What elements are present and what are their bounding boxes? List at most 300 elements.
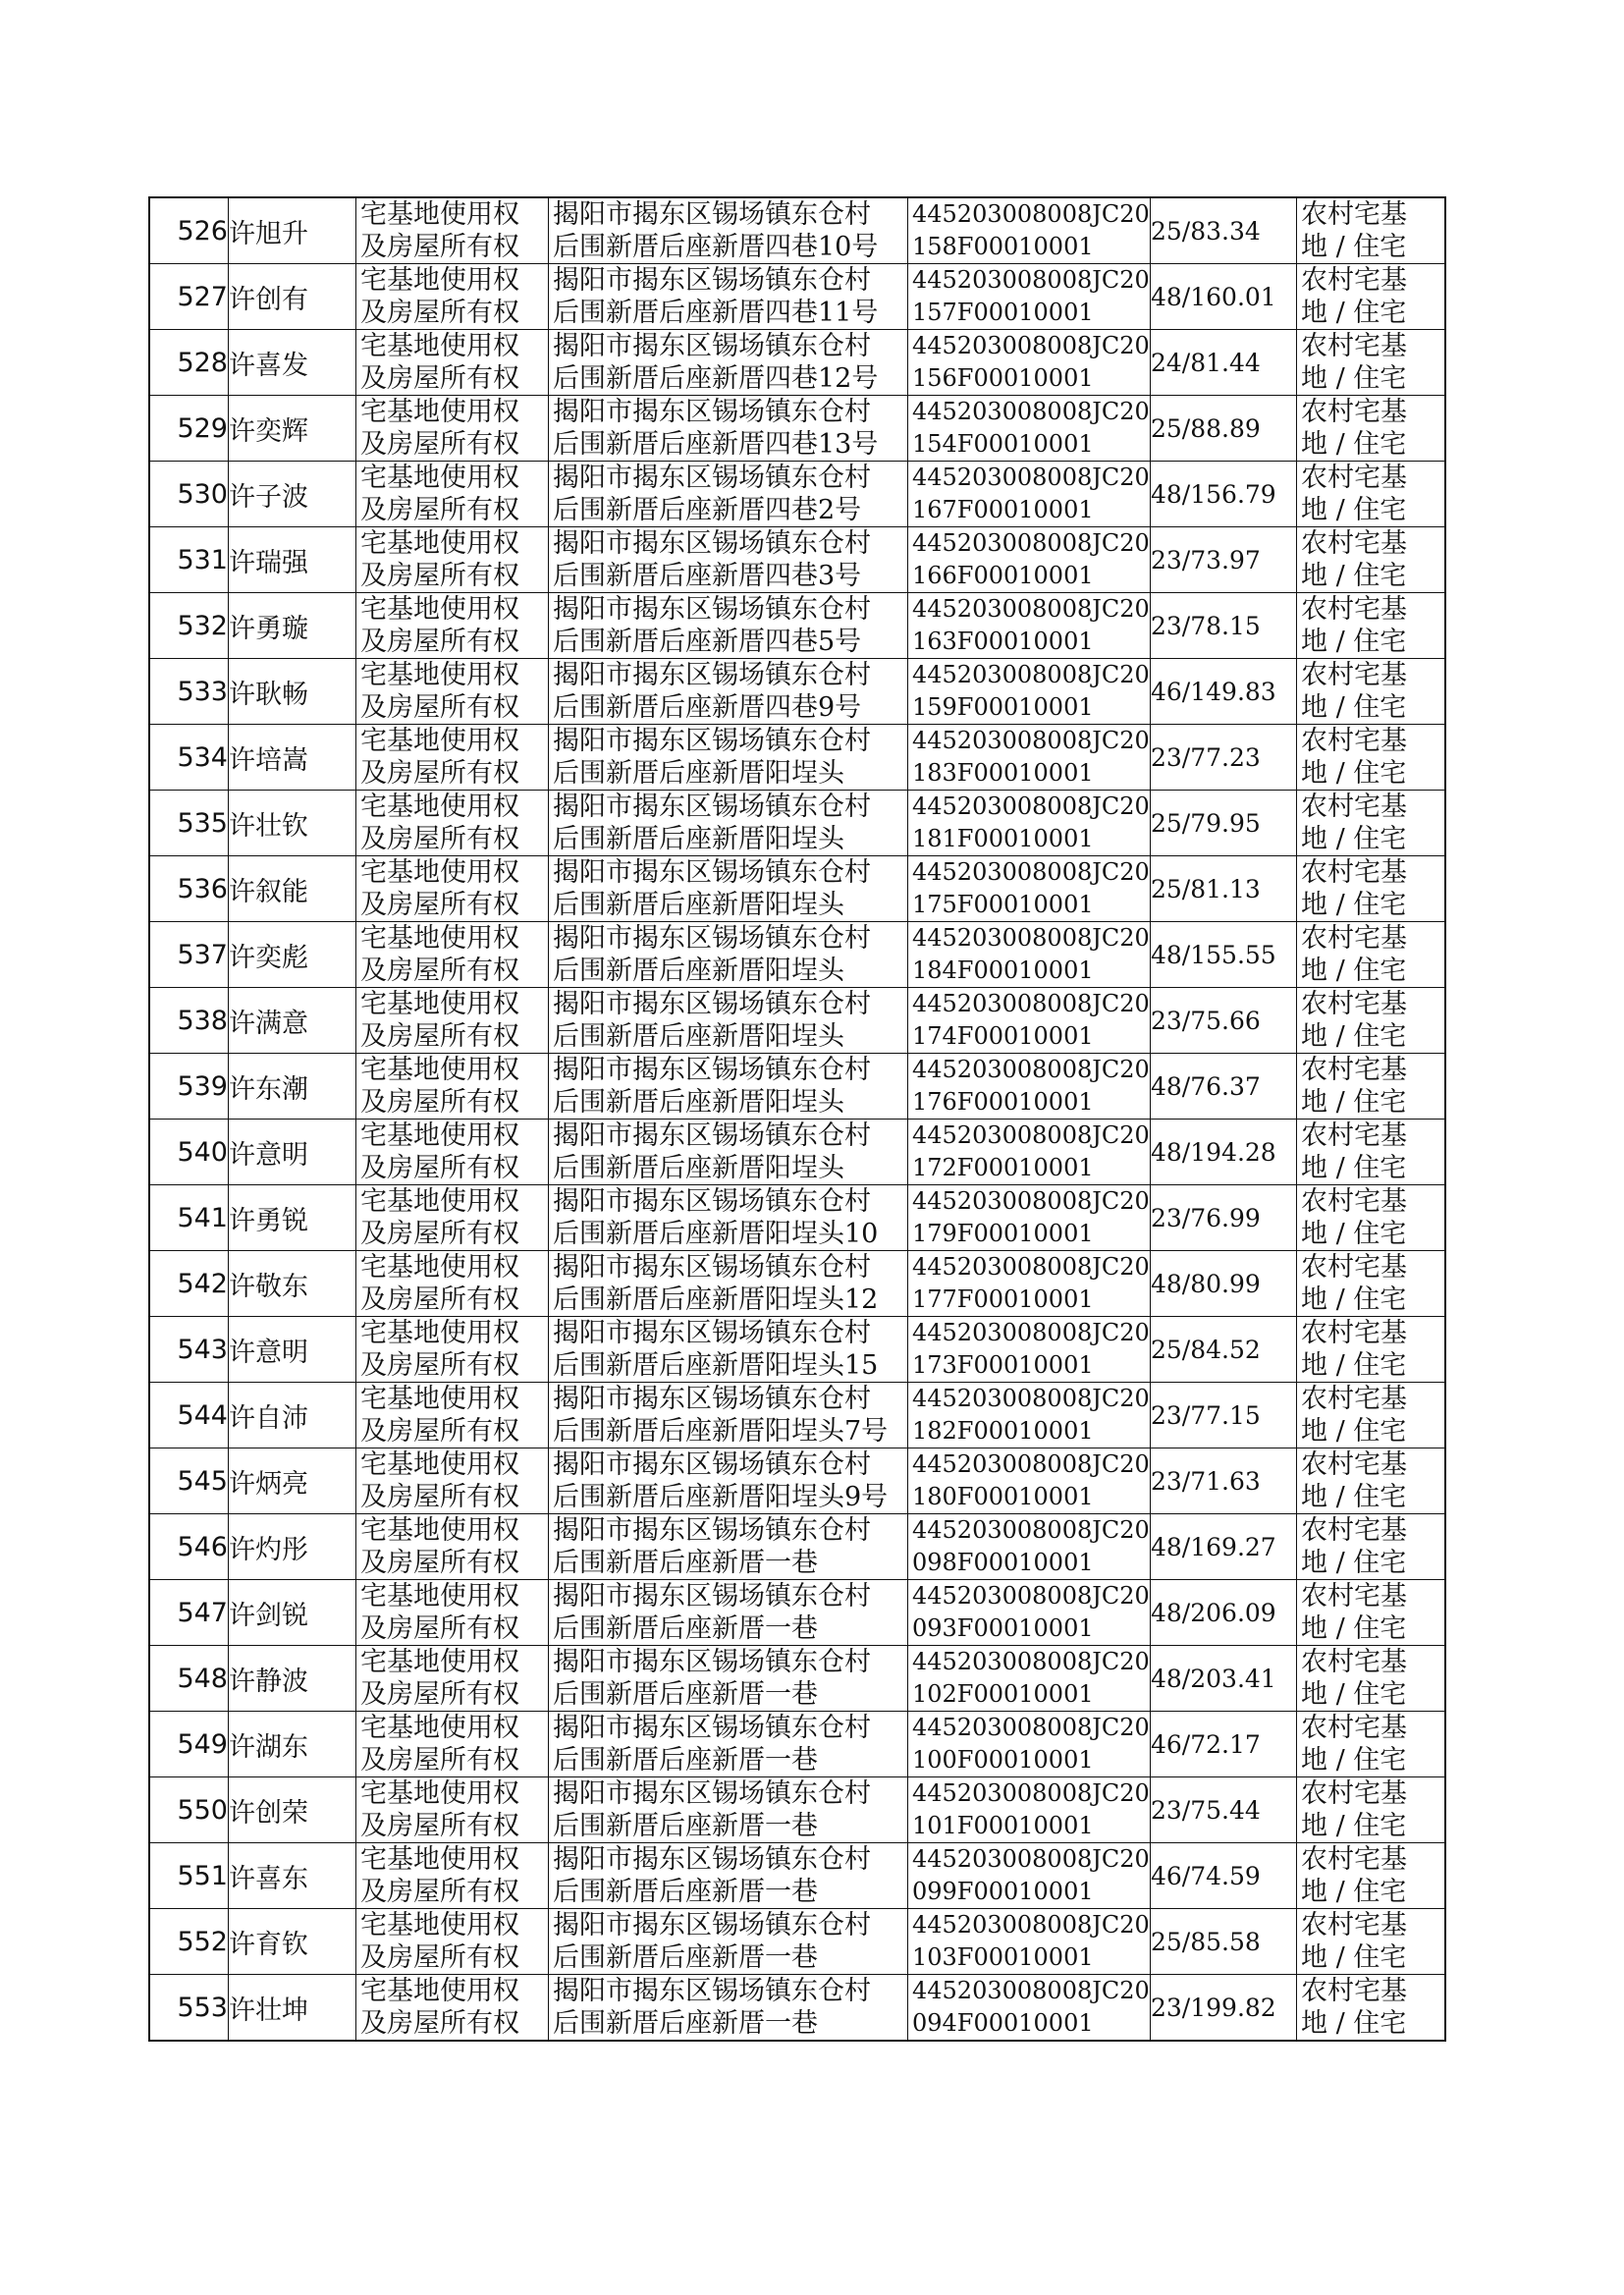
property-location <box>549 1317 908 1383</box>
property-location-line: 后围新厝后座新厝一巷 <box>553 2008 818 2039</box>
land-use-line: 农村宅基 <box>1301 1120 1407 1151</box>
property-location <box>549 264 908 330</box>
property-location-line: 后围新厝后座新厝阳埕头 <box>553 824 844 854</box>
land-use <box>1297 1777 1446 1843</box>
right-type <box>356 1448 549 1514</box>
property-location-line: 揭阳市揭东区锡场镇东仓村 <box>553 660 871 690</box>
property-location <box>549 856 908 922</box>
property-location-line: 后围新厝后座新厝一巷 <box>553 1613 818 1644</box>
area-value: 46/72.17 <box>1151 1712 1297 1777</box>
land-use-line: 农村宅基 <box>1301 1449 1407 1480</box>
land-use-line: 农村宅基 <box>1301 463 1407 493</box>
land-use-line: 农村宅基 <box>1301 1976 1407 2006</box>
land-use-line: 地 / 住宅 <box>1301 561 1407 591</box>
unit-code-line: 179F00010001 <box>912 1220 1094 1247</box>
land-use-line: 地 / 住宅 <box>1301 758 1407 789</box>
unit-code <box>908 1712 1151 1777</box>
land-use <box>1297 1580 1446 1646</box>
area-value: 48/206.09 <box>1151 1580 1297 1646</box>
property-location-line: 后围新厝后座新厝四巷3号 <box>553 561 862 591</box>
unit-code-line: 445203008008JC20 <box>912 727 1150 754</box>
land-use <box>1297 1843 1446 1909</box>
right-type <box>356 1185 549 1251</box>
land-use-line: 地 / 住宅 <box>1301 1482 1407 1512</box>
unit-code-line: 445203008008JC20 <box>912 595 1150 623</box>
property-location-line: 后围新厝后座新厝阳埕头9号 <box>553 1482 889 1512</box>
property-location <box>549 725 908 791</box>
property-location-line: 后围新厝后座新厝四巷10号 <box>553 232 879 262</box>
right-type-line: 宅基地使用权 <box>360 594 519 625</box>
unit-code-line: 154F00010001 <box>912 430 1094 458</box>
land-use-line: 地 / 住宅 <box>1301 495 1407 525</box>
land-use-line: 地 / 住宅 <box>1301 1021 1407 1052</box>
owner-name: 许子波 <box>229 462 356 527</box>
property-location-line: 后围新厝后座新厝阳埕头10 <box>553 1219 879 1249</box>
property-location-line: 揭阳市揭东区锡场镇东仓村 <box>553 1713 871 1743</box>
right-type-line: 宅基地使用权 <box>360 1647 519 1677</box>
property-location <box>549 1251 908 1317</box>
right-type <box>356 1777 549 1843</box>
right-type-line: 及房屋所有权 <box>360 1087 519 1118</box>
right-type-line: 宅基地使用权 <box>360 1778 519 1809</box>
property-location <box>549 791 908 856</box>
right-type-line: 及房屋所有权 <box>360 2008 519 2039</box>
owner-name: 许勇璇 <box>229 593 356 659</box>
right-type-line: 及房屋所有权 <box>360 429 519 460</box>
unit-code <box>908 330 1151 396</box>
right-type <box>356 197 549 264</box>
area-value: 23/73.97 <box>1151 527 1297 593</box>
unit-code-line: 174F00010001 <box>912 1022 1094 1050</box>
property-location-line: 后围新厝后座新厝一巷 <box>553 1811 818 1841</box>
land-use-line: 农村宅基 <box>1301 1778 1407 1809</box>
property-location-line: 揭阳市揭东区锡场镇东仓村 <box>553 1449 871 1480</box>
property-location-line: 揭阳市揭东区锡场镇东仓村 <box>553 1384 871 1414</box>
right-type-line: 宅基地使用权 <box>360 1976 519 2006</box>
unit-code <box>908 922 1151 988</box>
property-location-line: 揭阳市揭东区锡场镇东仓村 <box>553 199 871 230</box>
land-use <box>1297 1251 1446 1317</box>
right-type-line: 宅基地使用权 <box>360 792 519 822</box>
property-location-line: 揭阳市揭东区锡场镇东仓村 <box>553 1055 871 1085</box>
land-use-line: 农村宅基 <box>1301 265 1407 296</box>
property-location-line: 揭阳市揭东区锡场镇东仓村 <box>553 726 871 756</box>
unit-code <box>908 1448 1151 1514</box>
right-type-line: 宅基地使用权 <box>360 199 519 230</box>
land-use-line: 地 / 住宅 <box>1301 1811 1407 1841</box>
property-location-line: 后围新厝后座新厝阳埕头15 <box>553 1350 879 1381</box>
area-value: 46/74.59 <box>1151 1843 1297 1909</box>
owner-name: 许勇锐 <box>229 1185 356 1251</box>
row-number: 536 <box>149 856 229 922</box>
property-location <box>549 1448 908 1514</box>
owner-name: 许灼彤 <box>229 1514 356 1580</box>
unit-code-line: 445203008008JC20 <box>912 1582 1150 1610</box>
table-row <box>149 1317 1445 1383</box>
property-location <box>549 1185 908 1251</box>
row-number: 551 <box>149 1843 229 1909</box>
land-use-line: 地 / 住宅 <box>1301 1877 1407 1907</box>
unit-code <box>908 527 1151 593</box>
land-use-line: 农村宅基 <box>1301 1910 1407 1940</box>
property-location-line: 揭阳市揭东区锡场镇东仓村 <box>553 463 871 493</box>
area-value: 23/78.15 <box>1151 593 1297 659</box>
land-use-line: 农村宅基 <box>1301 792 1407 822</box>
unit-code <box>908 1317 1151 1383</box>
owner-name: 许喜发 <box>229 330 356 396</box>
property-location-line: 后围新厝后座新厝四巷12号 <box>553 363 879 394</box>
row-number: 550 <box>149 1777 229 1843</box>
unit-code <box>908 1646 1151 1712</box>
row-number: 548 <box>149 1646 229 1712</box>
area-value: 25/79.95 <box>1151 791 1297 856</box>
row-number: 527 <box>149 264 229 330</box>
table-row <box>149 197 1445 264</box>
area-value: 25/85.58 <box>1151 1909 1297 1975</box>
land-use <box>1297 791 1446 856</box>
land-use-line: 农村宅基 <box>1301 726 1407 756</box>
right-type-line: 宅基地使用权 <box>360 1186 519 1217</box>
table-row <box>149 856 1445 922</box>
land-use-line: 地 / 住宅 <box>1301 1548 1407 1578</box>
unit-code-line: 445203008008JC20 <box>912 661 1150 688</box>
owner-name: 许意明 <box>229 1317 356 1383</box>
property-location-line: 后围新厝后座新厝阳埕头 <box>553 956 844 986</box>
land-use-line: 农村宅基 <box>1301 1647 1407 1677</box>
right-type-line: 宅基地使用权 <box>360 857 519 888</box>
area-value: 23/77.23 <box>1151 725 1297 791</box>
unit-code-line: 445203008008JC20 <box>912 1187 1150 1215</box>
owner-name: 许创荣 <box>229 1777 356 1843</box>
unit-code <box>908 1054 1151 1120</box>
right-type-line: 及房屋所有权 <box>360 232 519 262</box>
land-use <box>1297 1448 1446 1514</box>
property-location-line: 揭阳市揭东区锡场镇东仓村 <box>553 1318 871 1348</box>
unit-code <box>908 1580 1151 1646</box>
area-value: 48/155.55 <box>1151 922 1297 988</box>
land-use-line: 地 / 住宅 <box>1301 890 1407 920</box>
owner-name: 许奕辉 <box>229 396 356 462</box>
property-location-line: 后围新厝后座新厝阳埕头 <box>553 1087 844 1118</box>
owner-name: 许敬东 <box>229 1251 356 1317</box>
right-type <box>356 527 549 593</box>
right-type <box>356 1646 549 1712</box>
unit-code-line: 183F00010001 <box>912 759 1094 787</box>
unit-code-line: 445203008008JC20 <box>912 529 1150 557</box>
right-type-line: 宅基地使用权 <box>360 1055 519 1085</box>
land-use-line: 地 / 住宅 <box>1301 1284 1407 1315</box>
right-type-line: 宅基地使用权 <box>360 1581 519 1612</box>
property-location-line: 揭阳市揭东区锡场镇东仓村 <box>553 1844 871 1875</box>
right-type-line: 及房屋所有权 <box>360 363 519 394</box>
unit-code-line: 100F00010001 <box>912 1746 1094 1774</box>
land-use-line: 农村宅基 <box>1301 397 1407 427</box>
property-location <box>549 527 908 593</box>
land-use-line: 地 / 住宅 <box>1301 1613 1407 1644</box>
row-number: 539 <box>149 1054 229 1120</box>
area-value: 25/84.52 <box>1151 1317 1297 1383</box>
property-location <box>549 593 908 659</box>
row-number: 544 <box>149 1383 229 1448</box>
right-type <box>356 988 549 1054</box>
land-use-line: 地 / 住宅 <box>1301 692 1407 723</box>
right-type-line: 宅基地使用权 <box>360 463 519 493</box>
unit-code <box>908 725 1151 791</box>
land-use-line: 地 / 住宅 <box>1301 429 1407 460</box>
right-type-line: 及房屋所有权 <box>360 1416 519 1447</box>
property-location-line: 揭阳市揭东区锡场镇东仓村 <box>553 397 871 427</box>
right-type-line: 宅基地使用权 <box>360 1252 519 1283</box>
unit-code <box>908 1975 1151 2042</box>
unit-code <box>908 1120 1151 1185</box>
land-use-line: 地 / 住宅 <box>1301 2008 1407 2039</box>
unit-code-line: 445203008008JC20 <box>912 398 1150 425</box>
unit-code-line: 445203008008JC20 <box>912 266 1150 294</box>
row-number: 537 <box>149 922 229 988</box>
area-value: 23/75.66 <box>1151 988 1297 1054</box>
land-use-line: 地 / 住宅 <box>1301 1745 1407 1776</box>
owner-name: 许炳亮 <box>229 1448 356 1514</box>
unit-code <box>908 1185 1151 1251</box>
land-use <box>1297 1054 1446 1120</box>
land-use-line: 地 / 住宅 <box>1301 298 1407 328</box>
owner-name: 许旭升 <box>229 197 356 264</box>
land-use-line: 地 / 住宅 <box>1301 1087 1407 1118</box>
owner-name: 许奕彪 <box>229 922 356 988</box>
right-type-line: 宅基地使用权 <box>360 331 519 361</box>
land-use-line: 地 / 住宅 <box>1301 627 1407 657</box>
property-location-line: 后围新厝后座新厝四巷13号 <box>553 429 879 460</box>
unit-code-line: 157F00010001 <box>912 299 1094 326</box>
owner-name: 许满意 <box>229 988 356 1054</box>
owner-name: 许东潮 <box>229 1054 356 1120</box>
land-use-line: 地 / 住宅 <box>1301 824 1407 854</box>
right-type-line: 及房屋所有权 <box>360 1482 519 1512</box>
area-value: 46/149.83 <box>1151 659 1297 725</box>
unit-code <box>908 1383 1151 1448</box>
property-location-line: 揭阳市揭东区锡场镇东仓村 <box>553 594 871 625</box>
land-use-line: 农村宅基 <box>1301 660 1407 690</box>
property-location-line: 揭阳市揭东区锡场镇东仓村 <box>553 528 871 559</box>
table-row <box>149 1514 1445 1580</box>
right-type <box>356 1054 549 1120</box>
row-number: 526 <box>149 197 229 264</box>
owner-name: 许意明 <box>229 1120 356 1185</box>
property-location-line: 揭阳市揭东区锡场镇东仓村 <box>553 989 871 1019</box>
unit-code <box>908 1777 1151 1843</box>
owner-name: 许耿畅 <box>229 659 356 725</box>
right-type-line: 宅基地使用权 <box>360 1910 519 1940</box>
land-use-line: 农村宅基 <box>1301 1384 1407 1414</box>
unit-code-line: 445203008008JC20 <box>912 1385 1150 1412</box>
right-type-line: 及房屋所有权 <box>360 1811 519 1841</box>
property-location-line: 后围新厝后座新厝一巷 <box>553 1679 818 1710</box>
unit-code-line: 181F00010001 <box>912 825 1094 852</box>
unit-code-line: 445203008008JC20 <box>912 924 1150 952</box>
right-type <box>356 1317 549 1383</box>
land-use <box>1297 593 1446 659</box>
property-location-line: 揭阳市揭东区锡场镇东仓村 <box>553 923 871 954</box>
property-location-line: 后围新厝后座新厝一巷 <box>553 1877 818 1907</box>
property-location-line: 揭阳市揭东区锡场镇东仓村 <box>553 1910 871 1940</box>
property-location <box>549 330 908 396</box>
land-use-line: 农村宅基 <box>1301 857 1407 888</box>
property-location-line: 揭阳市揭东区锡场镇东仓村 <box>553 1120 871 1151</box>
land-use <box>1297 1975 1446 2042</box>
table-row <box>149 1712 1445 1777</box>
area-value: 48/160.01 <box>1151 264 1297 330</box>
unit-code-line: 158F00010001 <box>912 233 1094 260</box>
unit-code-line: 102F00010001 <box>912 1680 1094 1708</box>
unit-code-line: 445203008008JC20 <box>912 1450 1150 1478</box>
table-row <box>149 1909 1445 1975</box>
owner-name: 许湖东 <box>229 1712 356 1777</box>
table-row <box>149 988 1445 1054</box>
right-type-line: 宅基地使用权 <box>360 1318 519 1348</box>
land-use <box>1297 330 1446 396</box>
land-use <box>1297 1317 1446 1383</box>
unit-code-line: 166F00010001 <box>912 562 1094 589</box>
right-type-line: 及房屋所有权 <box>360 824 519 854</box>
property-location-line: 后围新厝后座新厝一巷 <box>553 1942 818 1973</box>
table-row <box>149 1054 1445 1120</box>
table-row <box>149 659 1445 725</box>
unit-code-line: 180F00010001 <box>912 1483 1094 1510</box>
area-value: 48/156.79 <box>1151 462 1297 527</box>
row-number: 553 <box>149 1975 229 2042</box>
table-row <box>149 264 1445 330</box>
land-use-line: 地 / 住宅 <box>1301 363 1407 394</box>
unit-code-line: 175F00010001 <box>912 891 1094 918</box>
unit-code-line: 098F00010001 <box>912 1549 1094 1576</box>
land-use <box>1297 1120 1446 1185</box>
property-location-line: 揭阳市揭东区锡场镇东仓村 <box>553 792 871 822</box>
right-type-line: 及房屋所有权 <box>360 956 519 986</box>
unit-code-line: 445203008008JC20 <box>912 1648 1150 1675</box>
right-type <box>356 1909 549 1975</box>
table-row <box>149 396 1445 462</box>
unit-code-line: 445203008008JC20 <box>912 1319 1150 1346</box>
property-location-line: 后围新厝后座新厝阳埕头7号 <box>553 1416 889 1447</box>
land-use-line: 农村宅基 <box>1301 528 1407 559</box>
unit-code-line: 445203008008JC20 <box>912 200 1150 228</box>
row-number: 545 <box>149 1448 229 1514</box>
property-location-line: 后围新厝后座新厝一巷 <box>553 1548 818 1578</box>
unit-code-line: 093F00010001 <box>912 1614 1094 1642</box>
table-row <box>149 1646 1445 1712</box>
land-use-line: 农村宅基 <box>1301 1055 1407 1085</box>
unit-code-line: 094F00010001 <box>912 2009 1094 2037</box>
unit-code <box>908 593 1151 659</box>
unit-code-line: 176F00010001 <box>912 1088 1094 1116</box>
property-location <box>549 1712 908 1777</box>
area-value: 23/71.63 <box>1151 1448 1297 1514</box>
land-use <box>1297 1909 1446 1975</box>
unit-code <box>908 1909 1151 1975</box>
right-type-line: 及房屋所有权 <box>360 1679 519 1710</box>
row-number: 529 <box>149 396 229 462</box>
land-use-line: 农村宅基 <box>1301 923 1407 954</box>
row-number: 528 <box>149 330 229 396</box>
table-row <box>149 922 1445 988</box>
property-location-line: 后围新厝后座新厝阳埕头 <box>553 1021 844 1052</box>
unit-code-line: 445203008008JC20 <box>912 858 1150 886</box>
unit-code <box>908 659 1151 725</box>
land-use-line: 农村宅基 <box>1301 1713 1407 1743</box>
right-type-line: 及房屋所有权 <box>360 1548 519 1578</box>
row-number: 530 <box>149 462 229 527</box>
property-location-line: 揭阳市揭东区锡场镇东仓村 <box>553 1581 871 1612</box>
land-use <box>1297 396 1446 462</box>
table-row <box>149 330 1445 396</box>
property-location <box>549 1514 908 1580</box>
land-use <box>1297 856 1446 922</box>
land-use <box>1297 462 1446 527</box>
right-type-line: 宅基地使用权 <box>360 1515 519 1546</box>
unit-code-line: 445203008008JC20 <box>912 1121 1150 1149</box>
right-type <box>356 396 549 462</box>
unit-code <box>908 197 1151 264</box>
property-location-line: 揭阳市揭东区锡场镇东仓村 <box>553 857 871 888</box>
property-location <box>549 922 908 988</box>
registry-table <box>148 196 1446 2042</box>
area-value: 48/194.28 <box>1151 1120 1297 1185</box>
land-use <box>1297 1383 1446 1448</box>
property-location-line: 揭阳市揭东区锡场镇东仓村 <box>553 1647 871 1677</box>
property-location <box>549 1975 908 2042</box>
property-location <box>549 1120 908 1185</box>
property-location-line: 揭阳市揭东区锡场镇东仓村 <box>553 1186 871 1217</box>
owner-name: 许叙能 <box>229 856 356 922</box>
unit-code-line: 099F00010001 <box>912 1878 1094 1905</box>
land-use-line: 农村宅基 <box>1301 989 1407 1019</box>
right-type-line: 宅基地使用权 <box>360 989 519 1019</box>
land-use-line: 地 / 住宅 <box>1301 956 1407 986</box>
right-type <box>356 922 549 988</box>
right-type-line: 及房屋所有权 <box>360 692 519 723</box>
property-location <box>549 1646 908 1712</box>
table-row <box>149 593 1445 659</box>
unit-code-line: 445203008008JC20 <box>912 792 1150 820</box>
right-type-line: 及房屋所有权 <box>360 1153 519 1183</box>
right-type-line: 宅基地使用权 <box>360 1120 519 1151</box>
right-type <box>356 1975 549 2042</box>
land-use-line: 农村宅基 <box>1301 1318 1407 1348</box>
property-location-line: 后围新厝后座新厝阳埕头12 <box>553 1284 879 1315</box>
unit-code-line: 445203008008JC20 <box>912 1253 1150 1281</box>
unit-code <box>908 791 1151 856</box>
table-row <box>149 791 1445 856</box>
land-use <box>1297 988 1446 1054</box>
row-number: 535 <box>149 791 229 856</box>
unit-code-line: 445203008008JC20 <box>912 1516 1150 1544</box>
table-row <box>149 462 1445 527</box>
unit-code <box>908 1251 1151 1317</box>
table-row <box>149 725 1445 791</box>
area-value: 25/88.89 <box>1151 396 1297 462</box>
table-row <box>149 1251 1445 1317</box>
area-value: 48/169.27 <box>1151 1514 1297 1580</box>
unit-code-line: 182F00010001 <box>912 1417 1094 1445</box>
row-number: 540 <box>149 1120 229 1185</box>
right-type-line: 宅基地使用权 <box>360 528 519 559</box>
unit-code <box>908 856 1151 922</box>
owner-name: 许育钦 <box>229 1909 356 1975</box>
property-location <box>549 1777 908 1843</box>
row-number: 533 <box>149 659 229 725</box>
owner-name: 许壮坤 <box>229 1975 356 2042</box>
right-type <box>356 791 549 856</box>
